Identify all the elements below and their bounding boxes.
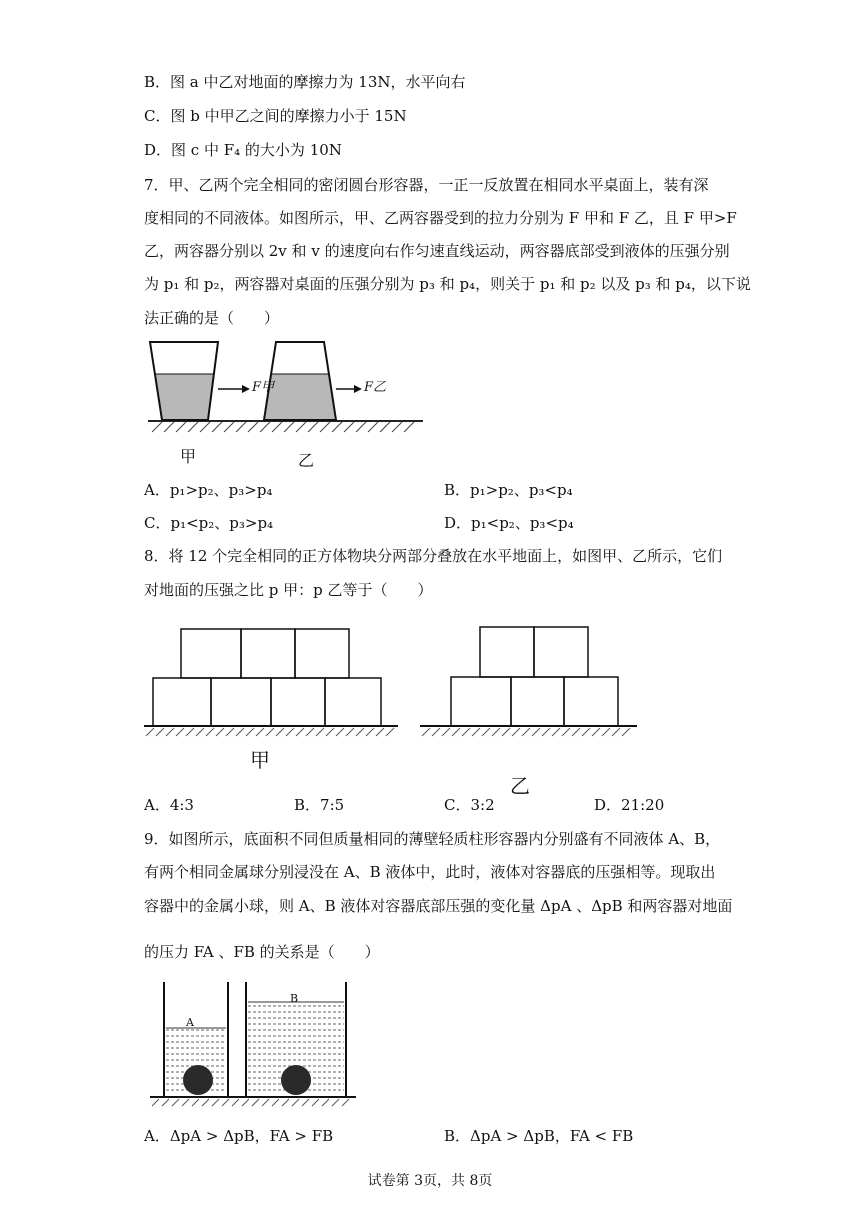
metal-ball-b <box>281 1065 311 1095</box>
force-label-jia: F甲 <box>252 380 275 395</box>
force-label-yi: F乙 <box>364 380 387 395</box>
q7-option-b[interactable]: B．p₁>p₂、p₃<p₄ <box>444 481 573 499</box>
q9-figure <box>150 980 360 1110</box>
q7-line-3: 乙，两容器分别以 2v 和 v 的速度向右作匀速直线运动，两容器底部受到液体的压强分别 <box>144 242 730 260</box>
fig-label-jia: 甲 <box>180 447 197 466</box>
q7-line-5: 法正确的是（ ） <box>144 309 280 327</box>
q7-option-c[interactable]: C．p₁<p₂、p₃>p₄ <box>144 514 274 532</box>
q9-line-2: 有两个相同金属球分别浸没在 A、B 液体中，此时，液体对容器底的压强相等。现取出 <box>144 863 716 881</box>
fig-label-yi: 乙 <box>298 451 315 470</box>
metal-ball-a <box>183 1065 213 1095</box>
container-yi-liquid <box>264 374 336 420</box>
q7-option-a[interactable]: A．p₁>p₂、p₃>p₄ <box>144 481 273 499</box>
q7-option-d[interactable]: D．p₁<p₂、p₃<p₄ <box>444 514 574 532</box>
option-c-prev: C．图 b 中甲乙之间的摩擦力小于 15N <box>144 107 407 125</box>
q9-line-4: 的压力 FA 、FB 的关系是（ ） <box>144 943 380 961</box>
liquid-label-b: B <box>290 992 299 1005</box>
q7-line-2: 度相同的不同液体。如图所示，甲、乙两容器受到的拉力分别为 F 甲和 F 乙，且 F 甲>F <box>144 209 737 227</box>
q8-label-yi: 乙 <box>510 774 530 798</box>
option-b-prev: B．图 a 中乙对地面的摩擦力为 13N，水平向右 <box>144 73 466 91</box>
q8-option-c[interactable]: C．3:2 <box>444 796 495 814</box>
q7-line-1: 7．甲、乙两个完全相同的密闭圆台形容器，一正一反放置在相同水平桌面上，装有深 <box>144 176 709 194</box>
page-footer: 试卷第 3页，共 8页 <box>367 1173 493 1189</box>
q8-line-1: 8．将 12 个完全相同的正方体物块分两部分叠放在水平地面上，如图甲、乙所示，它们 <box>144 547 723 565</box>
q8-line-2: 对地面的压强之比 p 甲：p 乙等于（ ） <box>144 581 433 599</box>
q8-option-d[interactable]: D．21:20 <box>594 796 665 814</box>
q8-option-a[interactable]: A．4:3 <box>144 796 194 814</box>
q9-option-b[interactable]: B．ΔpA > ΔpB，FA < FB <box>444 1127 634 1145</box>
q8-option-b[interactable]: B．7:5 <box>294 796 345 814</box>
liquid-label-a: A <box>186 1016 194 1029</box>
container-jia-liquid <box>154 374 214 420</box>
q8-label-jia: 甲 <box>250 748 270 772</box>
q9-line-3: 容器中的金属小球，则 A、B 液体对容器底部压强的变化量 ΔpA 、ΔpB 和两容器对地面 <box>144 897 733 915</box>
q9-line-1: 9．如图所示，底面积不同但质量相同的薄壁轻质柱形容器内分别盛有不同液体 A、B， <box>144 830 721 848</box>
q8-figure <box>140 624 650 744</box>
option-d-prev: D．图 c 中 F₄ 的大小为 10N <box>144 141 342 159</box>
q7-line-4: 为 p₁ 和 p₂，两容器对桌面的压强分别为 p₃ 和 p₄，则关于 p₁ 和 p₂ 以及 p₃ 和 p₄，以下说 <box>144 275 751 293</box>
q9-option-a[interactable]: A．ΔpA > ΔpB，FA > FB <box>144 1127 334 1145</box>
